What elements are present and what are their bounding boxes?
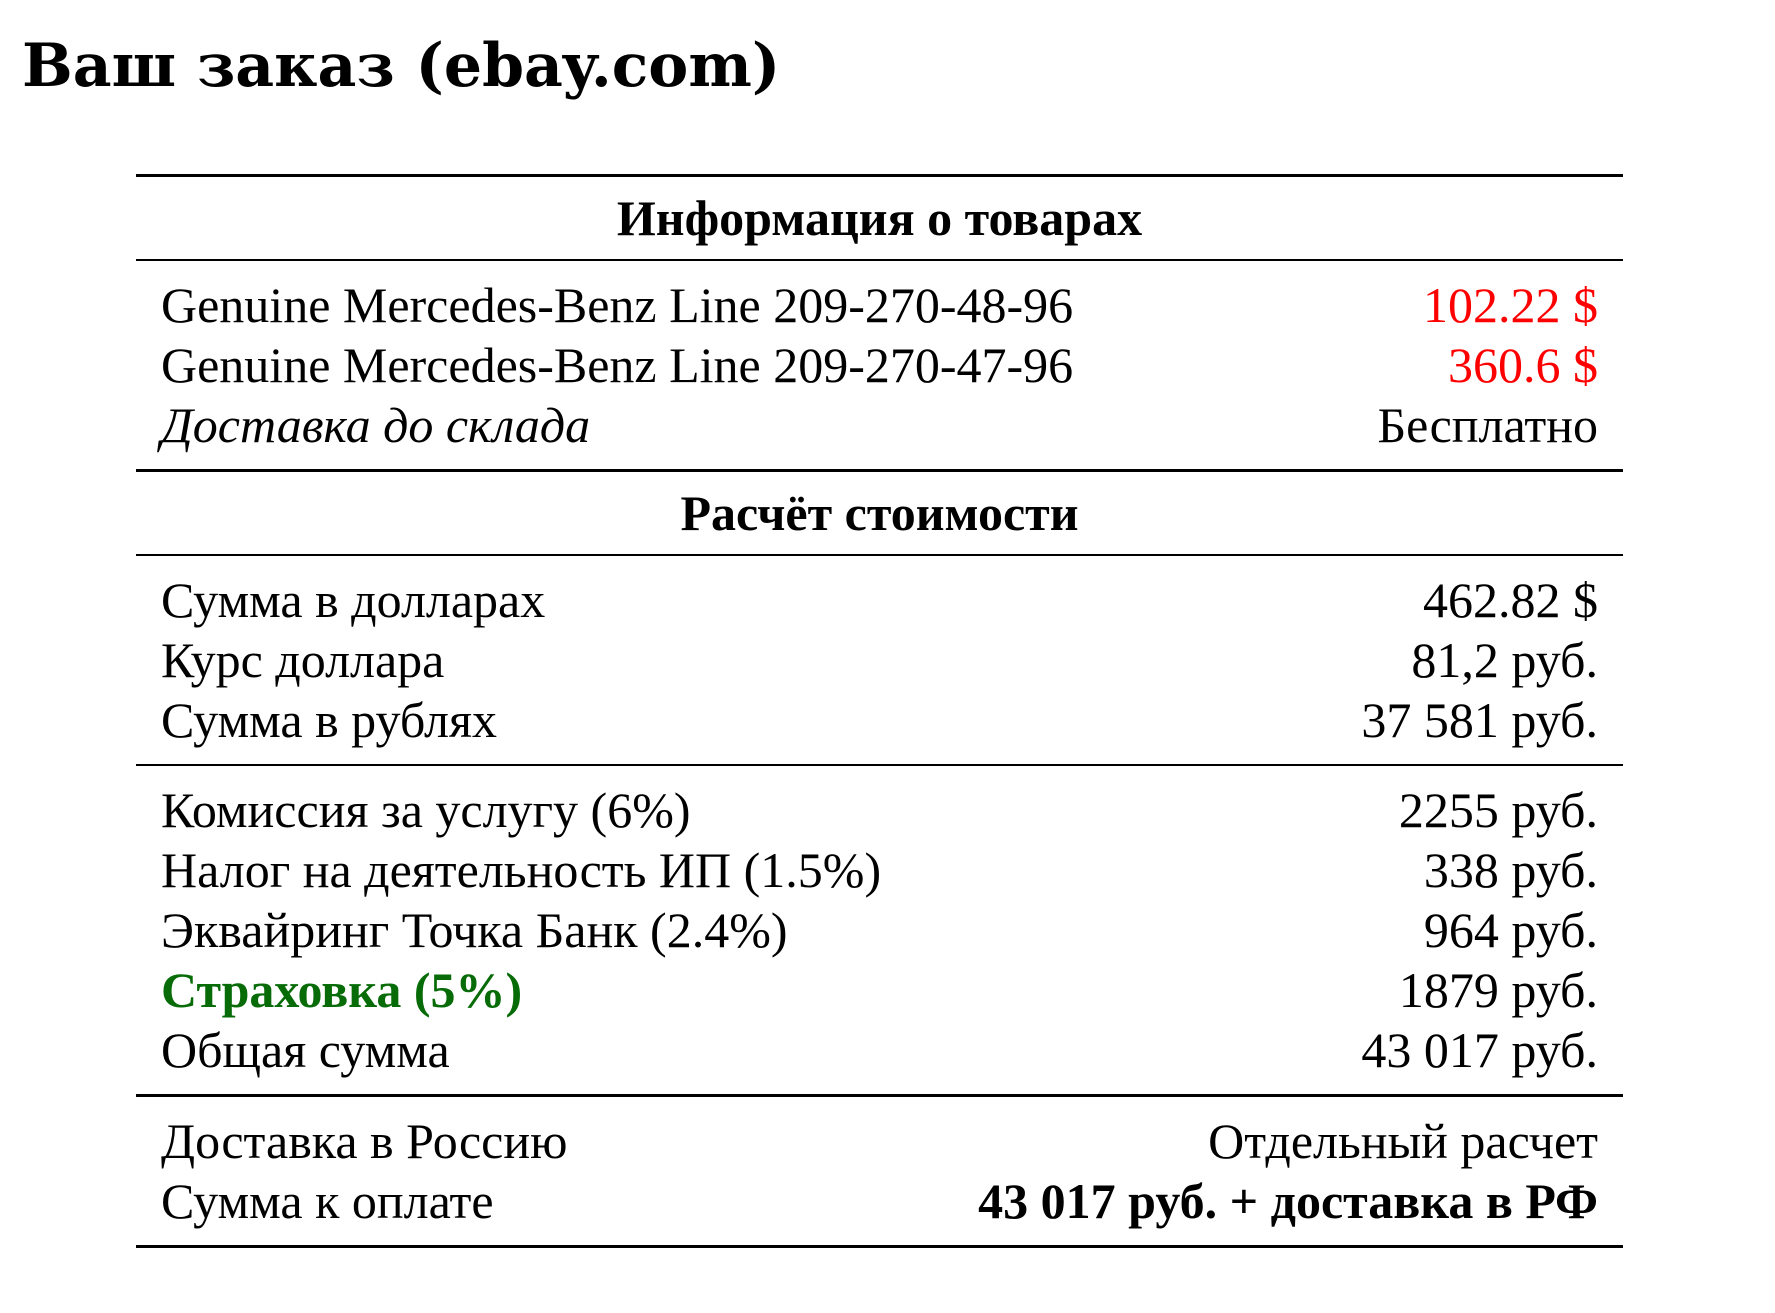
warehouse-delivery-label: Доставка до склада — [161, 397, 591, 453]
conversion-group — [136, 556, 1623, 764]
insurance-row — [136, 960, 1623, 1020]
item-row-2 — [136, 335, 1623, 395]
amount-due-label: Сумма к оплате — [161, 1173, 494, 1229]
insurance-value: 1879 руб. — [1398, 962, 1598, 1018]
amount-due-row — [136, 1171, 1623, 1231]
page-title: Ваш заказ (ebay.com) — [22, 31, 781, 101]
tax-value: 338 руб. — [1423, 842, 1598, 898]
exchange-rate-value: 81,2 руб. — [1411, 632, 1598, 688]
acquiring-label: Эквайринг Точка Банк (2.4%) — [161, 902, 788, 958]
warehouse-delivery-row — [136, 395, 1623, 455]
warehouse-delivery-value: Бесплатно — [1377, 397, 1598, 453]
rub-total-label: Сумма в рублях — [161, 692, 498, 748]
grand-total-row — [136, 1020, 1623, 1080]
table-bottom-rule — [136, 1245, 1623, 1248]
items-section-heading: Информация о товарах — [616, 190, 1143, 246]
acquiring-row — [136, 900, 1623, 960]
fees-group — [136, 766, 1623, 1094]
item-price: 360.6 $ — [1448, 337, 1598, 393]
exchange-rate-row — [136, 630, 1623, 690]
russia-delivery-label: Доставка в Россию — [161, 1113, 568, 1169]
rub-total-row — [136, 690, 1623, 750]
item-name: Genuine Mercedes-Benz Line 209-270-48-96 — [161, 277, 1074, 333]
acquiring-value: 964 руб. — [1423, 902, 1598, 958]
service-fee-row — [136, 780, 1623, 840]
russia-delivery-row — [136, 1111, 1623, 1171]
russia-delivery-value: Отдельный расчет — [1208, 1113, 1598, 1169]
usd-total-row — [136, 570, 1623, 630]
rub-total-value: 37 581 руб. — [1361, 692, 1598, 748]
tax-label: Налог на деятельность ИП (1.5%) — [161, 842, 882, 898]
calc-section-heading: Расчёт стоимости — [680, 485, 1079, 541]
amount-due-value: 43 017 руб. + доставка в РФ — [978, 1173, 1598, 1229]
grand-total-label: Общая сумма — [161, 1022, 450, 1078]
item-price: 102.22 $ — [1423, 277, 1598, 333]
exchange-rate-label: Курс доллара — [161, 632, 445, 688]
item-row-1 — [136, 275, 1623, 335]
usd-total-label: Сумма в долларах — [161, 572, 546, 628]
usd-total-value: 462.82 $ — [1423, 572, 1598, 628]
service-fee-label: Комиссия за услугу (6%) — [161, 782, 691, 838]
items-group — [136, 261, 1623, 469]
service-fee-value: 2255 руб. — [1398, 782, 1598, 838]
grand-total-value: 43 017 руб. — [1361, 1022, 1598, 1078]
item-name: Genuine Mercedes-Benz Line 209-270-47-96 — [161, 337, 1074, 393]
final-group — [136, 1097, 1623, 1245]
order-summary-table — [136, 174, 1623, 1248]
insurance-label: Страховка (5%) — [161, 962, 523, 1018]
tax-row — [136, 840, 1623, 900]
